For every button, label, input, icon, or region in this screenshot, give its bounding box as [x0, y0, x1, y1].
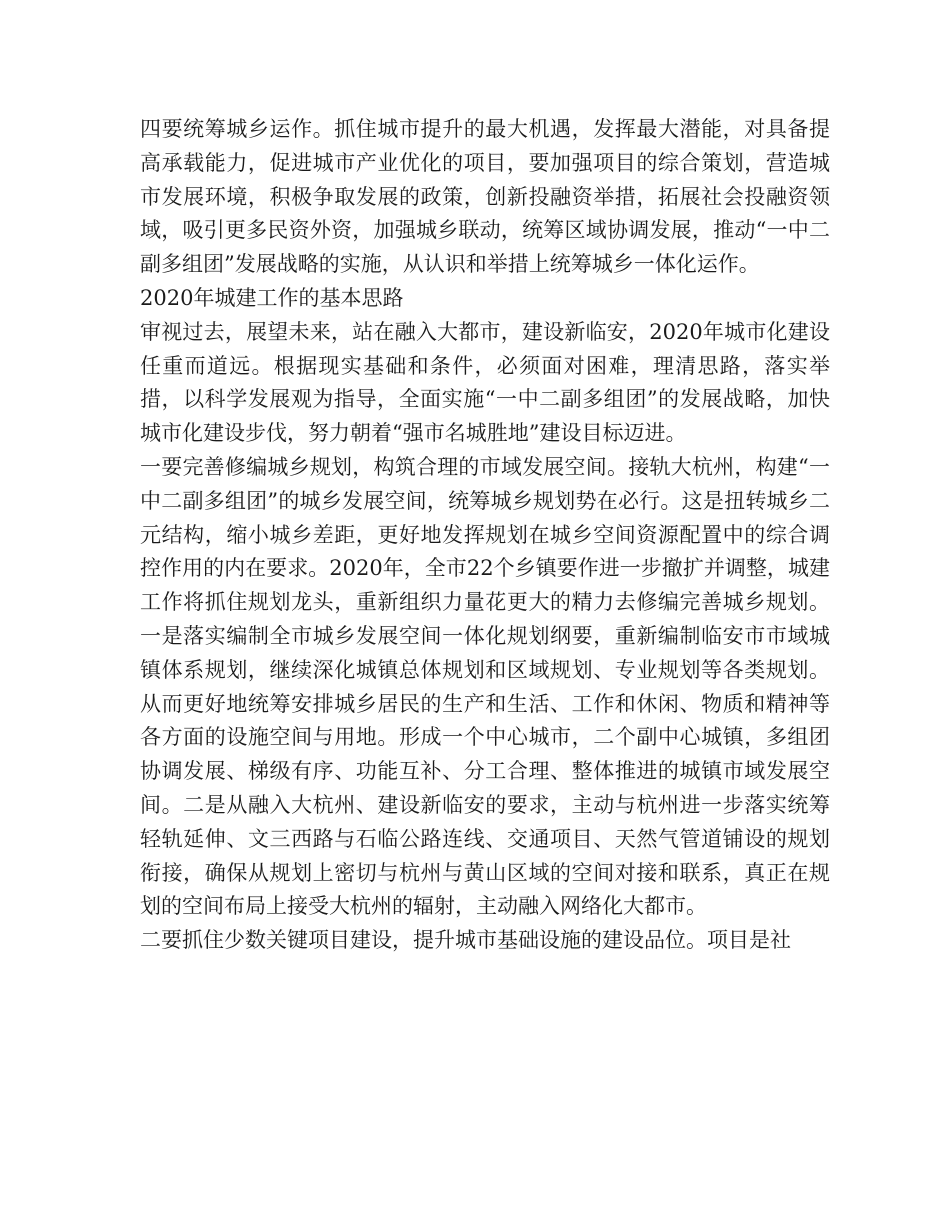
paragraph-urban-rural-planning: 一要完善修编城乡规划，构筑合理的市域发展空间。接轨大杭州，构建“一中二副多组团”的城乡发展空间，统筹城乡规划势在必行。这是扭转城乡二元结构，缩小城乡差距，更好地发挥规划在城乡空间资源配置中的综合调控作用的内在要求。2020年，全市22个乡镇要作进一步撤扩并调整，城建工作将抓住规划龙头，重新组织力量花更大的精力去修编完善城乡规划。一是落实编制全市城乡发展空间一体化规划纲要，重新编制临安市市域城镇体系规划，继续深化城镇总体规划和区域规划、专业规划等各类规划。从而更好地统筹安排城乡居民的生产和生活、工作和休闲、物质和精神等各方面的设施空间与用地。形成一个中心城市，二个副中心城镇，多组团协调发展、梯级有序、功能互补、分工合理、整体推进的城镇市域发展空间。二是从融入大杭州、建设新临安的要求，主动与杭州进一步落实统筹轻轨延伸、文三西路与石临公路连线、交通项目、天然气管道铺设的规划衔接，确保从规划上密切与杭州与黄山区域的空间对接和联系，真正在规划的空间布局上接受大杭州的辐射，主动融入网络化大都市。	[140, 454, 830, 919]
paragraph-review-outlook: 审视过去，展望未来，站在融入大都市，建设新临安，2020年城市化建设任重而道远。根据现实基础和条件，必须面对困难，理清思路，落实举措，以科学发展观为指导，全面实施“一中二副多组团”的发展战略，加快城市化建设步伐，努力朝着“强市名城胜地”建设目标迈进。	[140, 319, 830, 446]
paragraph-key-projects: 二要抓住少数关键项目建设，提升城市基础设施的建设品位。项目是社	[140, 928, 791, 953]
document-body	[140, 113, 830, 958]
paragraph-coordinate-urban-rural: 四要统筹城乡运作。抓住城市提升的最大机遇，发挥最大潜能，对具备提高承载能力，促进城市产业优化的项目，要加强项目的综合策划，营造城市发展环境，积极争取发展的政策，创新投融资举措，拓展社会投融资领域，吸引更多民资外资，加强城乡联动，统筹区域协调发展，推动“一中二副多组团”发展战略的实施，从认识和举措上统筹城乡一体化运作。	[140, 117, 830, 277]
section-heading-2020-plan: 2020年城建工作的基本思路	[140, 285, 404, 310]
